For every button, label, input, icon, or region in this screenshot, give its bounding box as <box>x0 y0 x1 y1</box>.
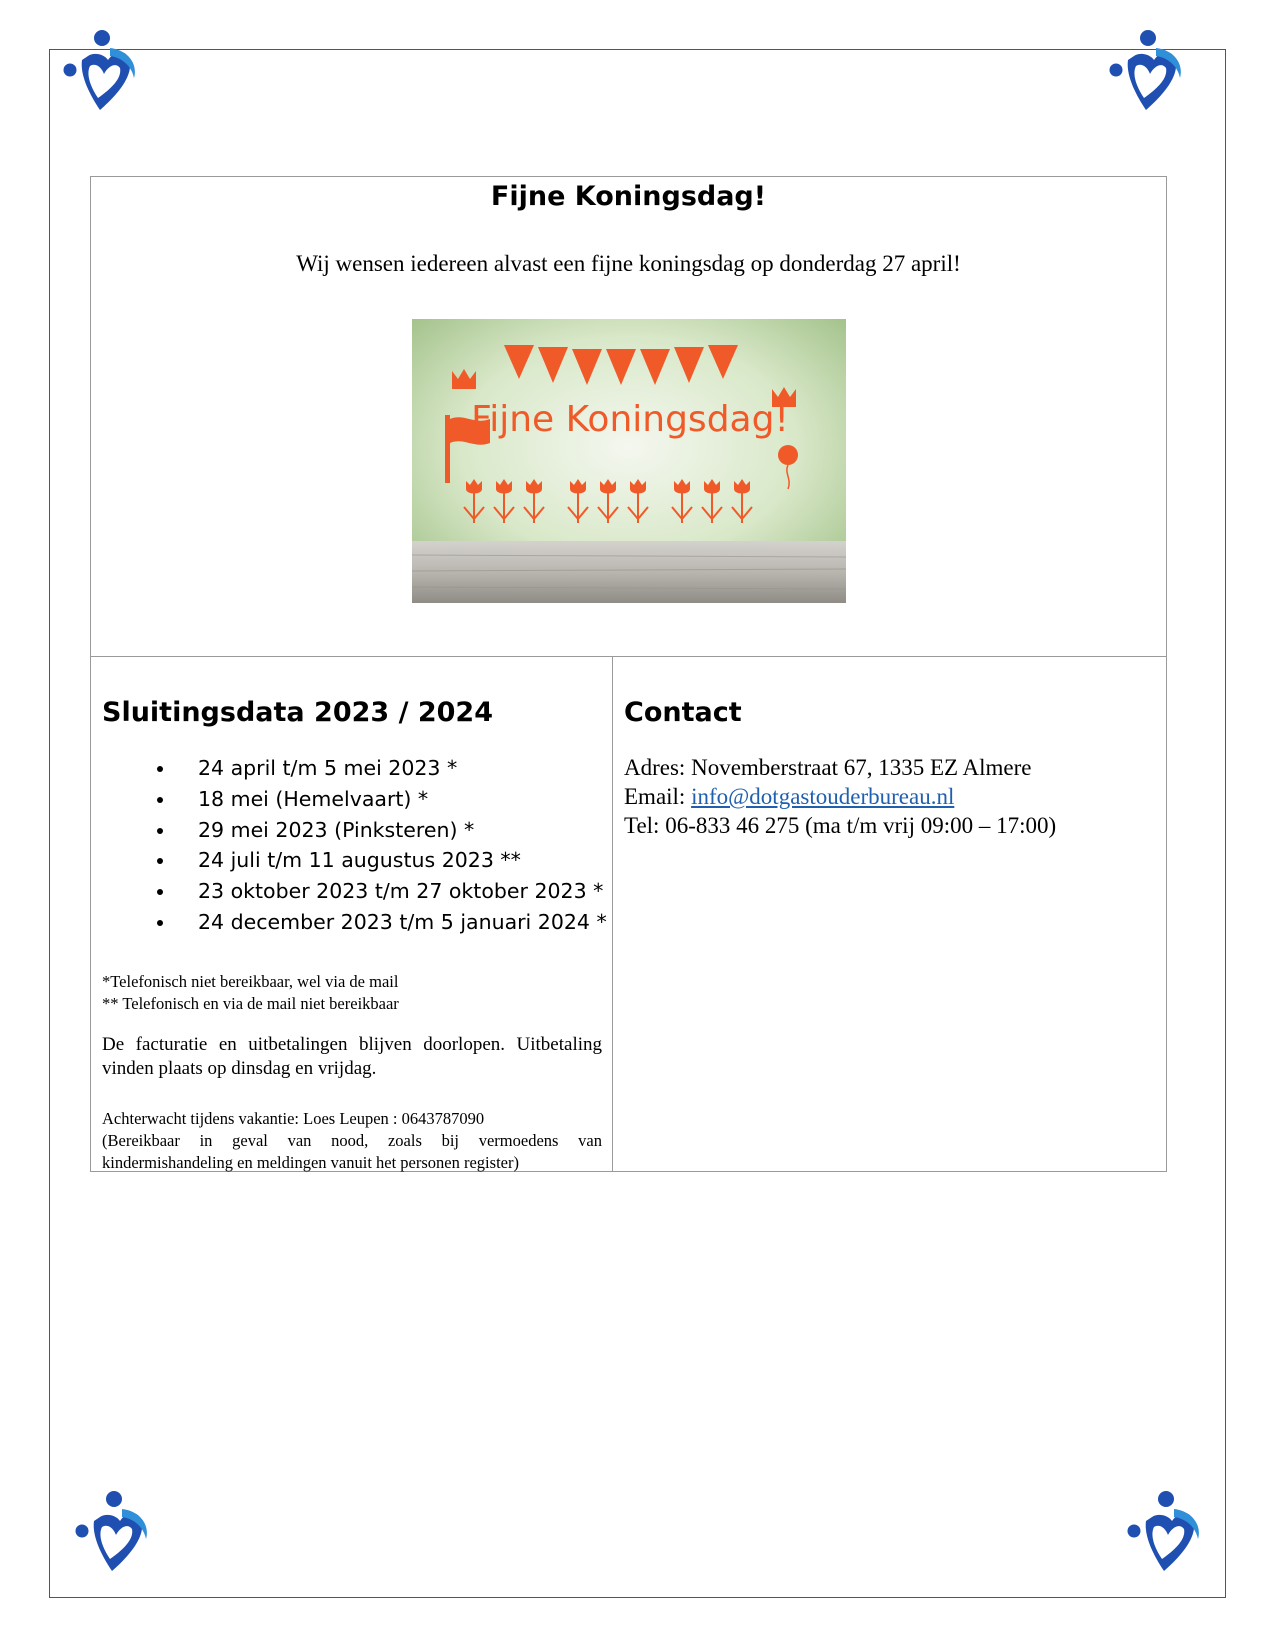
koningsdag-title: Fijne Koningsdag! <box>490 181 767 212</box>
footnotes <box>102 971 602 1015</box>
tel-value: 06-833 46 275 (ma t/m vrij 09:00 – 17:00) <box>665 813 1057 838</box>
logo-bottom-right-icon <box>1122 1487 1204 1579</box>
list-item: • 23 oktober 2023 t/m 27 oktober 2023 * <box>176 876 607 907</box>
list-item: • 24 december 2023 t/m 5 januari 2024 * <box>176 907 607 938</box>
address-line <box>624 753 1056 782</box>
newsletter-table <box>90 176 1167 1172</box>
closing-dates-section <box>91 657 613 1171</box>
logo-top-right-icon <box>1104 26 1186 118</box>
contact-section <box>613 657 1166 1171</box>
banner-text: Fijne Koningsdag! <box>471 399 789 440</box>
tel-label: Tel: <box>624 813 666 838</box>
list-item: • 24 april t/m 5 mei 2023 * <box>176 753 607 784</box>
footnote-double-star: ** Telefonisch en via de mail niet bereikbaar <box>102 994 399 1013</box>
backup-contact <box>102 1108 602 1174</box>
closing-dates-title: Sluitingsdata 2023 / 2024 <box>102 697 493 728</box>
list-item: • 24 juli t/m 11 augustus 2023 ** <box>176 845 607 876</box>
address-value: Novemberstraat 67, 1335 EZ Almere <box>691 755 1032 780</box>
backup-line: Achterwacht tijdens vakantie: Loes Leupen : 0643787090 <box>102 1109 485 1128</box>
logo-bottom-left-icon <box>70 1487 152 1579</box>
footnote-single-star: *Telefonisch niet bereikbaar, wel via de mail <box>102 972 399 991</box>
list-item: • 29 mei 2023 (Pinksteren) * <box>176 815 607 846</box>
email-link[interactable]: info@dotgastouderbureau.nl <box>691 784 955 809</box>
email-line <box>624 782 1056 811</box>
contact-details <box>624 753 1056 840</box>
logo-top-left-icon <box>58 26 140 118</box>
address-label: Adres: <box>624 755 692 780</box>
email-label: Email: <box>624 784 692 809</box>
billing-note: De facturatie en uitbetalingen blijven doorlopen. Uitbetaling vinden plaats op dinsdag en vrijdag. <box>102 1034 602 1079</box>
koningsdag-section <box>91 177 1166 657</box>
closing-dates-list <box>121 753 607 938</box>
backup-detail: (Bereikbaar in geval van nood, zoals bij vermoedens van kindermishandeling en meldingen vanuit het personen register) <box>102 1131 602 1172</box>
koningsdag-intro: Wij wensen iedereen alvast een fijne koningsdag op donderdag 27 april! <box>296 251 961 276</box>
tel-line <box>624 811 1056 840</box>
contact-title: Contact <box>624 697 742 728</box>
list-item: • 18 mei (Hemelvaart) * <box>176 784 607 815</box>
koningsdag-banner-image <box>412 319 846 603</box>
